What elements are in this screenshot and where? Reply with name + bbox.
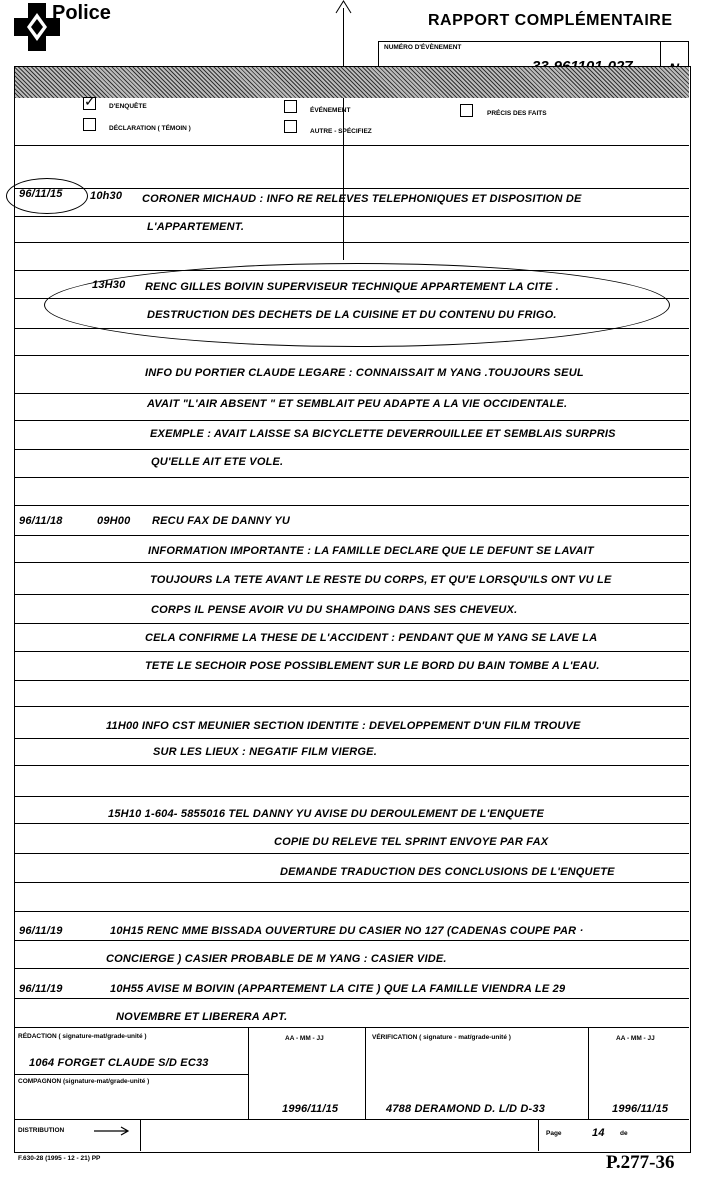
checkbox-label-declaration: DÉCLARATION ( TÉMOIN ) bbox=[109, 125, 191, 132]
entry-text: AVAIT "L'AIR ABSENT " ET SEMBLAIT PEU ADAPTE A LA VIE OCCIDENTALE. bbox=[147, 398, 568, 410]
entry-text: CORPS IL PENSE AVOIR VU DU SHAMPOING DANS SES CHEVEUX. bbox=[151, 604, 518, 616]
page-label: Page bbox=[546, 1130, 562, 1137]
companion-label: COMPAGNON (signature-mat/grade-unité ) bbox=[18, 1078, 150, 1085]
arrow-up-icon bbox=[335, 0, 352, 14]
entry-text: 10H55 AVISE M BOIVIN (APPARTEMENT LA CITE ) QUE LA FAMILLE VIENDRA LE 29 bbox=[110, 983, 566, 995]
date-label-redaction: AA - MM - JJ bbox=[285, 1035, 324, 1042]
page-value: 14 bbox=[592, 1127, 605, 1139]
event-number-label: NUMÉRO D'ÉVÈNEMENT bbox=[384, 44, 462, 51]
form-code: F.630-28 (1995 - 12 - 21) PP bbox=[18, 1155, 101, 1162]
entry-text: CONCIERGE ) CASIER PROBABLE DE M YANG : CASIER VIDE. bbox=[106, 953, 447, 965]
page-of-label: de bbox=[620, 1130, 628, 1137]
entry-text: 10H15 RENC MME BISSADA OUVERTURE DU CASIER NO 127 (CADENAS COUPE PAR · bbox=[110, 925, 584, 937]
entry-time: 09H00 bbox=[97, 515, 131, 527]
entry-text: CORONER MICHAUD : INFO RE RELEVES TELEPHONIQUES ET DISPOSITION DE bbox=[142, 193, 582, 205]
entry-date: 96/11/19 bbox=[19, 983, 63, 995]
entry-text: SUR LES LIEUX : NEGATIF FILM VIERGE. bbox=[153, 746, 377, 758]
entry-text: RECU FAX DE DANNY YU bbox=[152, 515, 291, 527]
checkbox-autre[interactable] bbox=[284, 120, 297, 133]
date-label-verification: AA - MM - JJ bbox=[616, 1035, 655, 1042]
entry-text: COPIE DU RELEVE TEL SPRINT ENVOYE PAR FAX bbox=[274, 836, 549, 848]
entry-text: DESTRUCTION DES DECHETS DE LA CUISINE ET DU CONTENU DU FRIGO. bbox=[147, 309, 557, 321]
entry-text: L'APPARTEMENT. bbox=[147, 221, 245, 233]
checkbox-precis[interactable] bbox=[460, 104, 473, 117]
entry-text: 11H00 INFO CST MEUNIER SECTION IDENTITE : DEVELOPPEMENT D'UN FILM TROUVE bbox=[106, 720, 581, 732]
entry-text: NOVEMBRE ET LIBERERA APT. bbox=[116, 1011, 288, 1023]
redaction-value: 1064 FORGET CLAUDE S/D EC33 bbox=[29, 1057, 209, 1069]
checkbox-evenement[interactable] bbox=[284, 100, 297, 113]
redaction-label: RÉDACTION ( signature-mat/grade-unité ) bbox=[18, 1033, 147, 1040]
entry-text: INFO DU PORTIER CLAUDE LEGARE : CONNAISSAIT M YANG .TOUJOURS SEUL bbox=[145, 367, 584, 379]
report-title: RAPPORT COMPLÉMENTAIRE bbox=[428, 12, 673, 29]
entry-date: 96/11/15 bbox=[19, 188, 63, 200]
arrow-right-icon bbox=[94, 1126, 130, 1136]
entry-text: 15H10 1-604- 5855016 TEL DANNY YU AVISE DU DEROULEMENT DE L'ENQUETE bbox=[108, 808, 544, 820]
checkbox-label-autre: AUTRE - SPÉCIFIEZ bbox=[310, 128, 372, 135]
checkbox-label-precis: PRÉCIS DES FAITS bbox=[487, 110, 547, 117]
entry-text: RENC GILLES BOIVIN SUPERVISEUR TECHNIQUE APPARTEMENT LA CITE . bbox=[145, 281, 559, 293]
checkbox-enquete[interactable]: ✓ bbox=[84, 93, 96, 109]
date-value-verification: 1996/11/15 bbox=[612, 1103, 669, 1115]
entry-circle-annotation bbox=[44, 263, 670, 347]
verification-value: 4788 DERAMOND D. L/D D-33 bbox=[386, 1103, 546, 1115]
header-band bbox=[15, 67, 689, 98]
distribution-label: DISTRIBUTION bbox=[18, 1127, 65, 1134]
entry-text: TETE LE SECHOIR POSE POSSIBLEMENT SUR LE BORD DU BAIN TOMBE A L'EAU. bbox=[145, 660, 600, 672]
entry-text: INFORMATION IMPORTANTE : LA FAMILLE DECLARE QUE LE DEFUNT SE LAVAIT bbox=[148, 545, 594, 557]
entry-time: 13H30 bbox=[92, 279, 126, 291]
entry-time: 10h30 bbox=[90, 190, 123, 202]
entry-text: DEMANDE TRADUCTION DES CONCLUSIONS DE L'ENQUETE bbox=[280, 866, 615, 878]
entry-text: EXEMPLE : AVAIT LAISSE SA BICYCLETTE DEVERROUILLEE ET SEMBLAIS SURPRIS bbox=[150, 428, 616, 440]
entry-date: 96/11/19 bbox=[19, 925, 63, 937]
checkbox-declaration[interactable] bbox=[83, 118, 96, 131]
checkbox-label-enquete: D'ENQUÊTE bbox=[109, 103, 147, 110]
checkbox-label-evenement: ÉVÉNEMENT bbox=[310, 107, 351, 114]
date-value-redaction: 1996/11/15 bbox=[282, 1103, 339, 1115]
verification-label: VÉRIFICATION ( signature - mat/grade-unité ) bbox=[372, 1034, 511, 1041]
entry-text: QU'ELLE AIT ETE VOLE. bbox=[151, 456, 284, 468]
entry-text: TOUJOURS LA TETE AVANT LE RESTE DU CORPS, ET QU'E LORSQU'ILS ONT VU LE bbox=[150, 574, 612, 586]
page-stamp: P.277-36 bbox=[606, 1152, 675, 1173]
entry-text: CELA CONFIRME LA THESE DE L'ACCIDENT : PENDANT QUE M YANG SE LAVE LA bbox=[145, 632, 598, 644]
agency-name: Police bbox=[52, 2, 111, 24]
entry-date: 96/11/18 bbox=[19, 515, 63, 527]
